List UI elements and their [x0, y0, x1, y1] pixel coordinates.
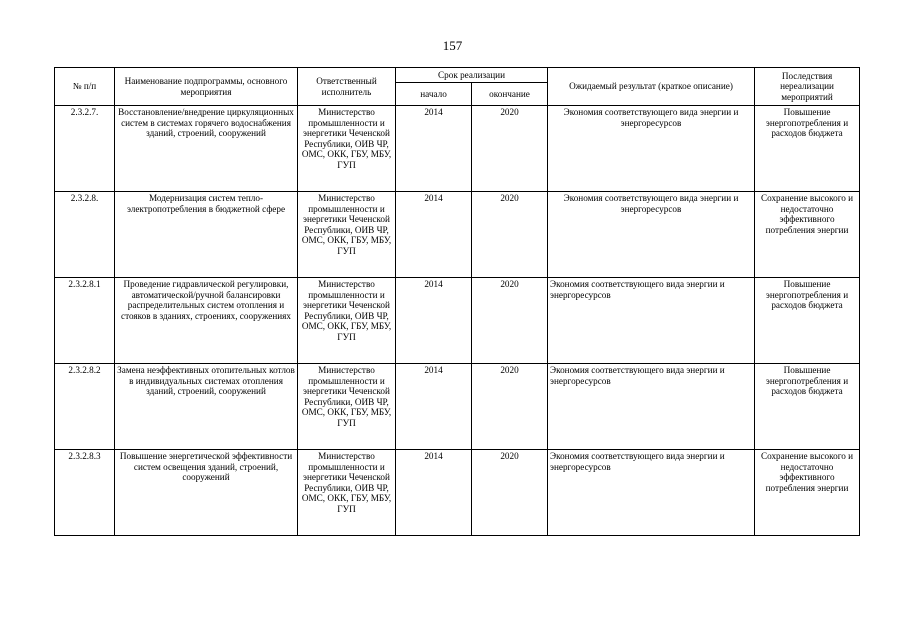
row-end: 2020: [472, 364, 548, 450]
row-result: Экономия соответствующего вида энергии и энергоресурсов: [548, 364, 755, 450]
row-responsible: Министерство промышленности и энергетики Чеченской Республики, ОИВ ЧР, ОМС, ОКК, ГБУ, МБУ, ГУП: [298, 106, 396, 192]
row-name: Замена неэффективных отопительных котлов в индивидуальных системах отопления зданий, строений, сооружений: [115, 364, 298, 450]
row-consequences: Повышение энергопотребления и расходов бюджета: [755, 278, 860, 364]
row-end: 2020: [472, 278, 548, 364]
row-name: Восстановление/внедрение циркуляционных систем в системах горячего водоснабжения зданий, строений, сооружений: [115, 106, 298, 192]
row-responsible: Министерство промышленности и энергетики Чеченской Республики, ОИВ ЧР, ОМС, ОКК, ГБУ, МБУ, ГУП: [298, 364, 396, 450]
row-start: 2014: [396, 106, 472, 192]
row-num: 2.3.2.8.1: [55, 278, 115, 364]
header-end: окончание: [472, 83, 548, 106]
row-responsible: Министерство промышленности и энергетики Чеченской Республики, ОИВ ЧР, ОМС, ОКК, ГБУ, МБУ, ГУП: [298, 192, 396, 278]
row-name: Модернизация систем тепло-электропотребления в бюджетной сфере: [115, 192, 298, 278]
row-num: 2.3.2.8.: [55, 192, 115, 278]
row-end: 2020: [472, 106, 548, 192]
header-num: № п/п: [55, 68, 115, 106]
row-start: 2014: [396, 450, 472, 536]
measures-table: [54, 67, 860, 536]
header-consequences: Последствия нереализации мероприятий: [755, 68, 860, 106]
row-name: Повышение энергетической эффективности систем освещения зданий, строений, сооружений: [115, 450, 298, 536]
header-responsible: Ответственный исполнитель: [298, 68, 396, 106]
row-responsible: Министерство промышленности и энергетики Чеченской Республики, ОИВ ЧР, ОМС, ОКК, ГБУ, МБУ, ГУП: [298, 278, 396, 364]
row-result: Экономия соответствующего вида энергии и энергоресурсов: [548, 278, 755, 364]
header-name: Наименование подпрограммы, основного мероприятия: [115, 68, 298, 106]
row-consequences: Сохранение высокого и недостаточно эффективного потребления энергии: [755, 450, 860, 536]
table-row: [55, 192, 860, 278]
table-row: [55, 278, 860, 364]
row-start: 2014: [396, 192, 472, 278]
row-result: Экономия соответствующего вида энергии и энергоресурсов: [548, 192, 755, 278]
row-result: Экономия соответствующего вида энергии и энергоресурсов: [548, 450, 755, 536]
row-result: Экономия соответствующего вида энергии и энергоресурсов: [548, 106, 755, 192]
header-start: начало: [396, 83, 472, 106]
row-consequences: Повышение энергопотребления и расходов бюджета: [755, 364, 860, 450]
table-row: [55, 106, 860, 192]
header-result: Ожидаемый результат (краткое описание): [548, 68, 755, 106]
row-consequences: Сохранение высокого и недостаточно эффективного потребления энергии: [755, 192, 860, 278]
row-num: 2.3.2.8.3: [55, 450, 115, 536]
row-responsible: Министерство промышленности и энергетики Чеченской Республики, ОИВ ЧР, ОМС, ОКК, ГБУ, МБУ, ГУП: [298, 450, 396, 536]
row-consequences: Повышение энергопотребления и расходов бюджета: [755, 106, 860, 192]
table-row: [55, 364, 860, 450]
page-number: 157: [442, 38, 463, 53]
row-end: 2020: [472, 192, 548, 278]
row-end: 2020: [472, 450, 548, 536]
table-row: [55, 450, 860, 536]
row-start: 2014: [396, 364, 472, 450]
row-num: 2.3.2.8.2: [55, 364, 115, 450]
row-start: 2014: [396, 278, 472, 364]
header-period: Срок реализации: [396, 68, 548, 83]
row-name: Проведение гидравлической регулировки, автоматической/ручной балансировки распределительных систем отопления и стояков в зданиях, строениях, сооружениях: [115, 278, 298, 364]
row-num: 2.3.2.7.: [55, 106, 115, 192]
